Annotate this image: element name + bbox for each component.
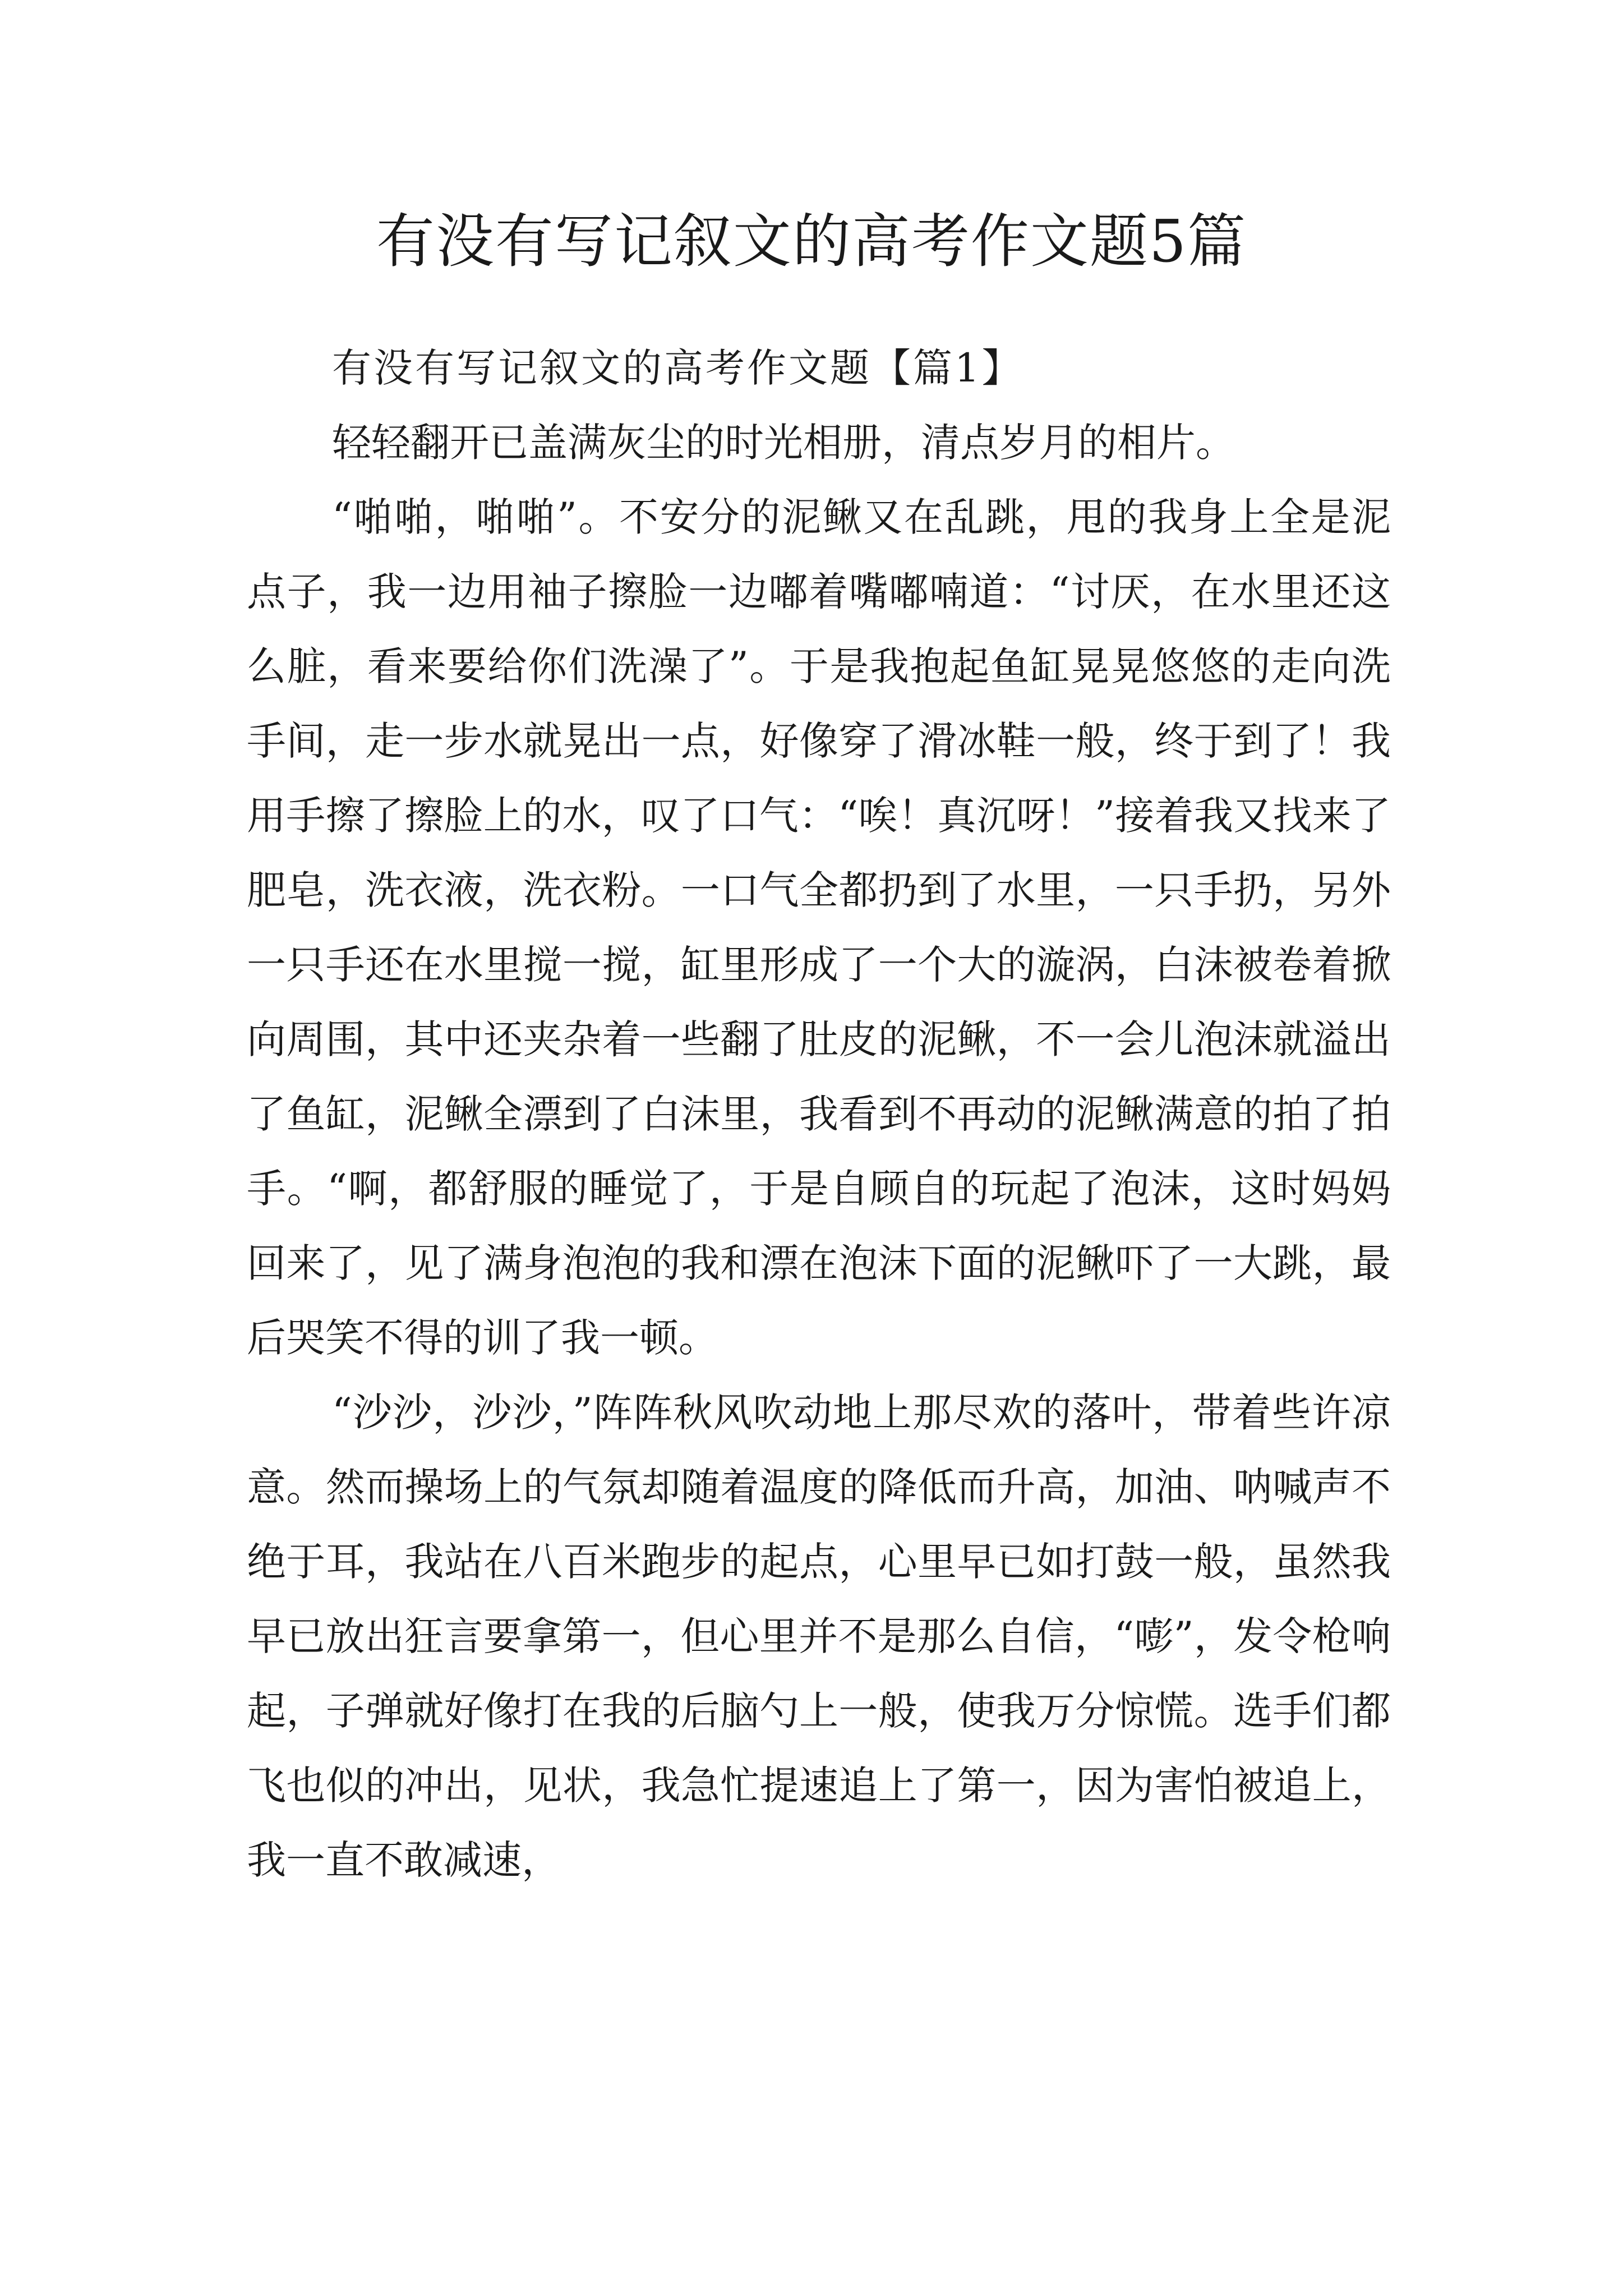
- document-body: [247, 331, 1391, 1898]
- section-heading: 有没有写记叙文的高考作文题【篇1】: [332, 345, 1023, 391]
- document-title: 有没有写记叙文的高考作文题5篇: [376, 207, 1247, 275]
- paragraph-race-story: “沙沙，沙沙，”阵阵秋风吹动地上那尽欢的落叶，带着些许凉意。然而操场上的气氛却随着温度的降低而升高，加油、呐喊声不绝于耳，我站在八百米跑步的起点，心里早已如打鼓一般，虽然我早已放出狂言要拿第一，但心里并不是那么自信，“嘭”，发令枪响起，子弹就好像打在我的后脑勺上一般，使我万分惊慌。选手们都飞也似的冲出，见状，我急忙提速追上了第一，因为害怕被追上，我一直不敢减速，: [247, 1389, 1391, 1883]
- paragraph-intro: 轻轻翻开已盖满灰尘的时光相册，清点岁月的相片。: [332, 420, 1235, 466]
- paragraph-loach-story: “啪啪，啪啪”。不安分的泥鳅又在乱跳，甩的我身上全是泥点子，我一边用袖子擦脸一边嘟着嘴嘟喃道：“讨厌，在水里还这么脏，看来要给你们洗澡了”。于是我抱起鱼缸晃晃悠悠的走向洗手间，走一步水就晃出一点，好像穿了滑冰鞋一般，终于到了！我用手擦了擦脸上的水，叹了口气：“唉！真沉呀！”接着我又找来了肥皂，洗衣液，洗衣粉。一口气全都扔到了水里，一只手扔，另外一只手还在水里搅一搅，缸里形成了一个大的漩涡，白沫被卷着掀向周围，其中还夹杂着一些翻了肚皮的泥鳅，不一会儿泡沫就溢出了鱼缸，泥鳅全漂到了白沫里，我看到不再动的泥鳅满意的拍了拍手。“啊，都舒服的睡觉了，于是自顾自的玩起了泡沫，这时妈妈回来了，见了满身泡泡的我和漂在泡沫下面的泥鳅吓了一大跳，最后哭笑不得的训了我一顿。: [247, 494, 1391, 1361]
